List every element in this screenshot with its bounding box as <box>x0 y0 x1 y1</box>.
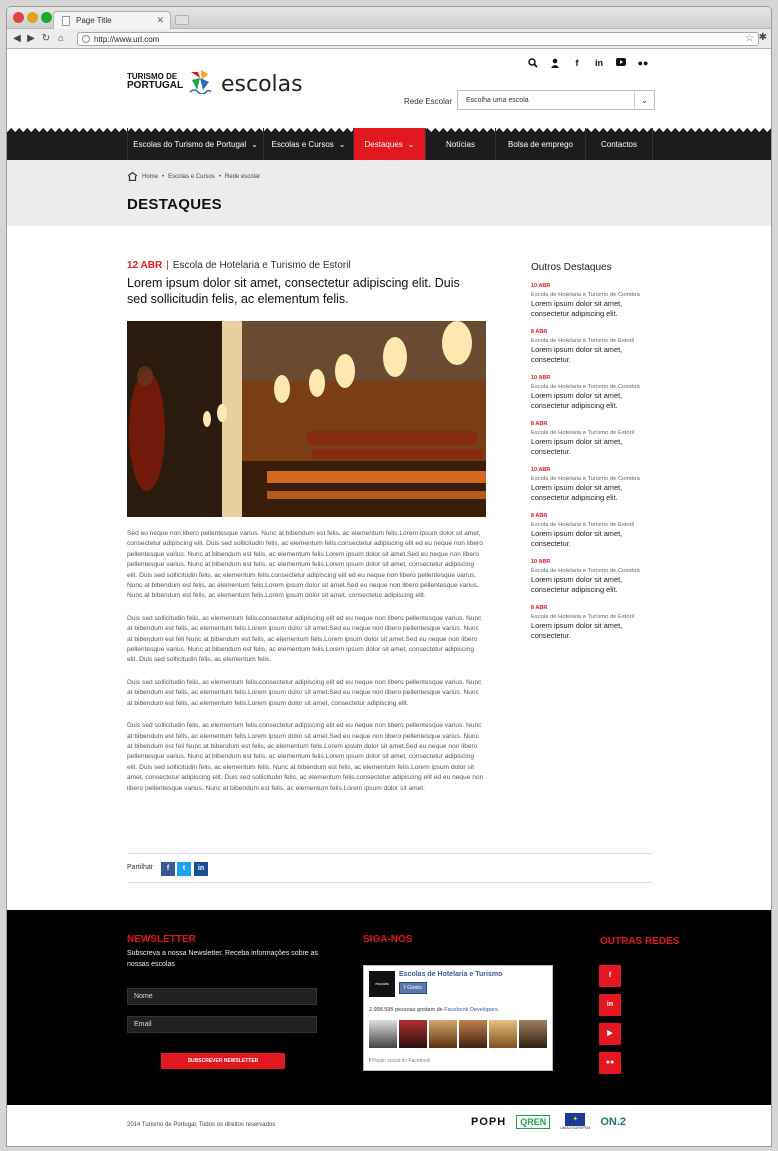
share-twitter-button[interactable]: t <box>177 862 191 876</box>
forward-icon[interactable]: ▶ <box>27 33 35 44</box>
close-window-button[interactable] <box>13 12 24 23</box>
item-title: Lorem ipsum dolor sit amet, consectetur. <box>531 437 623 456</box>
fb-count-text: 2.998.595 pessoas gostam de <box>369 1007 443 1013</box>
tab-strip <box>7 7 771 29</box>
nav-label: Notícias <box>446 139 475 149</box>
main-nav <box>7 128 772 160</box>
item-school: Escola de Hotelaria e Turismo de Estoril <box>531 614 635 620</box>
zoom-window-button[interactable] <box>41 12 52 23</box>
article-title: Lorem ipsum dolor sit amet, consectetur adipiscing elit. Duis sed sollicitudin felis, ac elementum felis. <box>127 276 460 306</box>
newsletter-name-input[interactable]: Nome <box>127 988 317 1005</box>
item-title: Lorem ipsum dolor sit amet, consectetur adipiscing elit. <box>531 391 623 410</box>
chevron-down-icon: ⌄ <box>407 139 415 149</box>
url-text: http://www.url.com <box>94 35 160 44</box>
site-header <box>7 50 772 128</box>
article-school: Escola de Hotelaria e Turismo de Estoril <box>172 260 351 271</box>
article-paragraph: Duis sed sollicitudin felis, ac elementum felis.consectetur adipiscing elit ed eu neque non libero pellentesque varius. Nunc at bibendum est felis, ac elementum felis.Lorem ipsum dolor sit amet.Sed eu neque non libero pellentesque varius. Nunc at bibendum est felis, ac elementum felis.Lorem ipsum dolor sit amet, consectetur adipiscing elit. <box>127 678 482 707</box>
breadcrumb-rede-escolar[interactable]: Rede escolar <box>224 173 261 180</box>
newsletter-text: Subscreva a nossa Newsletter. Receba informações sobre as nossas escolas <box>127 950 319 968</box>
list-item[interactable] <box>531 467 661 503</box>
newsletter-email-input[interactable]: Email <box>127 1016 317 1033</box>
flickr-icon[interactable]: ●● <box>637 58 649 68</box>
facebook-widget <box>363 965 553 1071</box>
avatar[interactable] <box>459 1020 487 1048</box>
facebook-icon: f <box>369 1058 373 1064</box>
item-school: Escola de Hotelaria e Turismo de Coimbra <box>531 568 640 574</box>
qren-logo[interactable]: QREN <box>516 1115 550 1129</box>
fb-plugin-label <box>369 1058 430 1064</box>
sidebar-outros-destaques <box>531 262 661 651</box>
eu-flag-icon: ✦ <box>565 1113 585 1126</box>
item-title: Lorem ipsum dolor sit amet, consectetur adipiscing elit. <box>531 299 623 318</box>
address-bar[interactable] <box>77 32 759 46</box>
search-icon[interactable] <box>527 58 539 70</box>
nav-label: Bolsa de emprego <box>508 139 573 149</box>
browser-window <box>6 6 772 1147</box>
list-item[interactable] <box>531 559 661 595</box>
eu-logo[interactable] <box>560 1113 590 1130</box>
item-school: Escola de Hotelaria e Turismo de Coimbra <box>531 384 640 390</box>
breadcrumb-sep: • <box>218 173 221 180</box>
browser-toolbar <box>7 29 771 49</box>
brand-line1: TURISMO DE <box>127 72 178 81</box>
item-date: 8 ABR <box>531 513 548 519</box>
on2-logo[interactable]: ON.2 <box>600 1115 627 1128</box>
item-title: Lorem ipsum dolor sit amet, consectetur. <box>531 529 623 548</box>
close-tab-icon[interactable]: ✕ <box>156 15 164 25</box>
fb-like-label: Gosto <box>407 985 422 991</box>
list-item[interactable] <box>531 283 661 319</box>
item-school: Escola de Hotelaria e Turismo de Estoril <box>531 522 635 528</box>
minimize-window-button[interactable] <box>27 12 38 23</box>
item-date: 8 ABR <box>531 421 548 427</box>
item-school: Escola de Hotelaria e Turismo de Estoril <box>531 430 635 436</box>
fb-faces <box>369 1020 547 1048</box>
fb-page-logo[interactable]: escolas <box>369 971 395 997</box>
page-hero <box>7 160 772 226</box>
avatar[interactable] <box>519 1020 547 1048</box>
nav-label: Contactos <box>600 139 638 149</box>
article <box>127 260 487 794</box>
item-date: 10 ABR <box>531 559 551 565</box>
header-social-icons <box>527 58 649 70</box>
linkedin-icon[interactable]: in <box>599 994 621 1016</box>
youtube-icon[interactable]: ▶ <box>599 1023 621 1045</box>
fb-page-name[interactable]: Escolas de Hotelaria e Turismo <box>399 971 503 978</box>
share-label: Partilhar <box>127 864 154 871</box>
nav-item-escolas-cursos[interactable] <box>263 128 353 160</box>
item-school: Escola de Hotelaria e Turismo de Coimbra <box>531 292 640 298</box>
avatar[interactable] <box>399 1020 427 1048</box>
brand-logo-icon[interactable] <box>188 68 212 94</box>
hero-zigzag-edge <box>7 226 772 230</box>
list-item[interactable] <box>531 375 661 411</box>
sidebar-title: Outros Destaques <box>531 262 612 273</box>
article-paragraph: Sed eu neque non libero pellentesque varius. Nunc at bibendum est felis, ac elementum felis.Lorem ipsum dolor sit amet, consectetur adipiscing elit. Duis sed sollicitudin felis, ac elementum felis.consectetur adipiscing elit ed eu neque non libero pellentesque varius. Nunc at bibendum est felis, ac elementum felis.Lorem ipsum dolor sit amet.Sed eu neque non libero pellentesque varius. Nunc at bibendum est felis, ac elementum felis.Lorem ipsum dolor sit amet, consectetur adipiscing elit. Duis sed sollicitudin felis, ac elementum felis.consectetur adipiscing elit ed eu neque non libero pellentesque varius. Nunc at bibendum est felis, ac elementum felis.Lorem ipsum dolor sit amet.Sed eu neque non libero pellentesque varius. Nunc at bibendum est felis, ac elementum felis.Lorem ipsum dolor sit amet, consectetur adipiscing elit. <box>127 530 483 600</box>
item-school: Escola de Hotelaria e Turismo de Coimbra <box>531 476 640 482</box>
outras-redes-title: OUTRAS REDES <box>600 936 680 947</box>
item-date: 8 ABR <box>531 329 548 335</box>
flickr-icon[interactable]: ●● <box>599 1052 621 1074</box>
item-title: Lorem ipsum dolor sit amet, consectetur. <box>531 621 623 640</box>
partner-logos <box>471 1113 626 1130</box>
new-tab-button[interactable] <box>175 15 189 25</box>
brand-logo-text[interactable] <box>127 72 183 90</box>
outras-redes-icons <box>599 965 621 1074</box>
item-date: 10 ABR <box>531 375 551 381</box>
article-date: 12 ABR <box>127 260 163 271</box>
fb-count-link[interactable]: Facebook Developers. <box>444 1007 500 1013</box>
breadcrumb <box>127 172 260 181</box>
chevron-down-icon: ⌄ <box>251 139 258 149</box>
article-paragraph: Duis sed sollicitudin felis, ac elementum felis.consectetur adipiscing elit ed eu neque non libero pellentesque varius. Nunc at bibendum est felis, ac elementum felis.Lorem ipsum dolor sit amet.Sed eu neque non libero pellentesque varius. Nunc at bibendum est feli Nunc at bibendum est felis, ac elementum felis.Lorem ipsum dolor sit amet.Sed eu neque non libero pellentesque varius. Nunc at bibendum est felis, ac elementum felis.Lorem ipsum dolor sit amet, consectetur adipiscing elit. Duis sed sollicitudin felis, ac elementum felis. Nunc at bibendum est felis, ac elementum felis.Lorem ipsum dolor sit amet, consectetur adipiscing elit. Duis sed sollicitudin felis, ac elementum felis.consectetur adipiscing elit ed eu neque non libero pellentesque varius. Nunc at bibendum est felis, ac elementum felis.Lorem ipsum dolor sit amet. <box>127 722 484 792</box>
item-date: 8 ABR <box>531 605 548 611</box>
nav-label: Destaques <box>364 139 403 149</box>
home-icon[interactable] <box>127 172 138 181</box>
siga-nos-title: SIGA-NOS <box>363 934 413 945</box>
list-item[interactable] <box>531 513 661 549</box>
share-bar <box>127 853 653 883</box>
eu-logo-text: UNIÃO EUROPEIA <box>560 1126 591 1130</box>
facebook-icon[interactable]: f <box>575 58 579 68</box>
breadcrumb-escolas-cursos[interactable]: Escolas e Cursos <box>168 173 215 180</box>
item-title: Lorem ipsum dolor sit amet, consectetur adipiscing elit. <box>531 575 623 594</box>
list-item[interactable] <box>531 605 661 641</box>
avatar[interactable] <box>489 1020 517 1048</box>
nav-item-contactos[interactable] <box>585 128 653 160</box>
nav-item-destaques[interactable] <box>353 128 425 160</box>
linkedin-icon[interactable]: in <box>595 58 603 68</box>
school-select-value: Escolha uma escola <box>466 97 529 104</box>
site-name[interactable]: escolas <box>221 72 303 97</box>
meta-separator: | <box>166 260 169 271</box>
item-date: 10 ABR <box>531 467 551 473</box>
web-page <box>7 50 772 1147</box>
article-meta <box>127 260 487 271</box>
school-select[interactable] <box>457 90 655 110</box>
list-item[interactable] <box>531 329 661 365</box>
fb-like-count <box>369 1007 499 1013</box>
browser-tab[interactable] <box>53 11 171 29</box>
list-item[interactable] <box>531 421 661 457</box>
avatar[interactable] <box>429 1020 457 1048</box>
chevron-down-icon: ⌄ <box>338 139 346 149</box>
tab-title: Page Title <box>76 16 112 25</box>
item-school: Escola de Hotelaria e Turismo de Estoril <box>531 338 635 344</box>
youtube-icon[interactable] <box>615 58 627 70</box>
reload-icon[interactable]: ↻ <box>41 33 51 44</box>
bookmark-star-icon[interactable]: ☆ <box>745 33 754 44</box>
chevron-down-icon: ⌄ <box>634 91 654 109</box>
restaurant-image <box>127 321 486 517</box>
facebook-icon: f <box>404 985 408 991</box>
nav-label: Escolas e Cursos <box>271 139 334 149</box>
copyright-text: 2014 Turismo de Portugal, Todos os direitos reservados <box>127 1122 276 1128</box>
document-icon <box>62 16 70 26</box>
back-icon[interactable]: ◀ <box>13 33 21 44</box>
wrench-icon[interactable]: ✱ <box>758 32 767 43</box>
bottom-bar <box>7 1105 772 1147</box>
breadcrumb-home[interactable]: Home <box>142 173 159 180</box>
rede-escolar-label: Rede Escolar <box>404 97 453 106</box>
nav-item-noticias[interactable] <box>425 128 495 160</box>
share-linkedin-button[interactable]: in <box>194 862 208 876</box>
globe-icon <box>82 35 90 43</box>
nav-item-escolas-turismo[interactable] <box>127 128 263 160</box>
facebook-icon[interactable]: f <box>599 965 621 987</box>
page-title: DESTAQUES <box>127 196 222 213</box>
home-browser-icon[interactable]: ⌂ <box>57 33 65 44</box>
article-paragraph: Duis sed sollicitudin felis, ac elementum felis.consectetur adipiscing elit ed eu neque non libero pellentesque varius. Nunc at bibendum est felis, ac elementum felis.Lorem ipsum dolor sit amet.Sed eu neque non libero pellentesque varius. Nunc at bibendum est feli Nunc at bibendum est felis, ac elementum felis.Lorem ipsum dolor sit amet.Sed eu neque non libero pellentesque varius. Nunc at bibendum est felis, ac elementum felis.Lorem ipsum dolor sit amet, consectetur adipiscing elit. Duis sed sollicitudin felis, ac elementum felis. <box>127 614 482 664</box>
item-title: Lorem ipsum dolor sit amet, consectetur adipiscing elit. <box>531 483 623 502</box>
fb-plugin-text: Plugin social do Facebook <box>372 1058 431 1064</box>
avatar[interactable] <box>369 1020 397 1048</box>
site-footer <box>7 910 772 1105</box>
breadcrumb-sep: • <box>162 173 165 180</box>
nav-item-bolsa-emprego[interactable] <box>495 128 585 160</box>
nav-label: Escolas do Turismo de Portugal <box>133 139 247 149</box>
share-facebook-button[interactable]: f <box>161 862 175 876</box>
fb-like-button[interactable] <box>399 982 427 994</box>
brand-line2: PORTUGAL <box>127 80 184 91</box>
article-photo <box>127 321 486 517</box>
subscribe-newsletter-button[interactable]: SUBSCREVER NEWSLETTER <box>161 1053 285 1069</box>
item-title: Lorem ipsum dolor sit amet, consectetur. <box>531 345 623 364</box>
item-date: 10 ABR <box>531 283 551 289</box>
user-icon[interactable] <box>549 58 561 70</box>
poph-logo[interactable]: POPH <box>471 1115 507 1128</box>
newsletter-title: NEWSLETTER <box>127 934 196 945</box>
